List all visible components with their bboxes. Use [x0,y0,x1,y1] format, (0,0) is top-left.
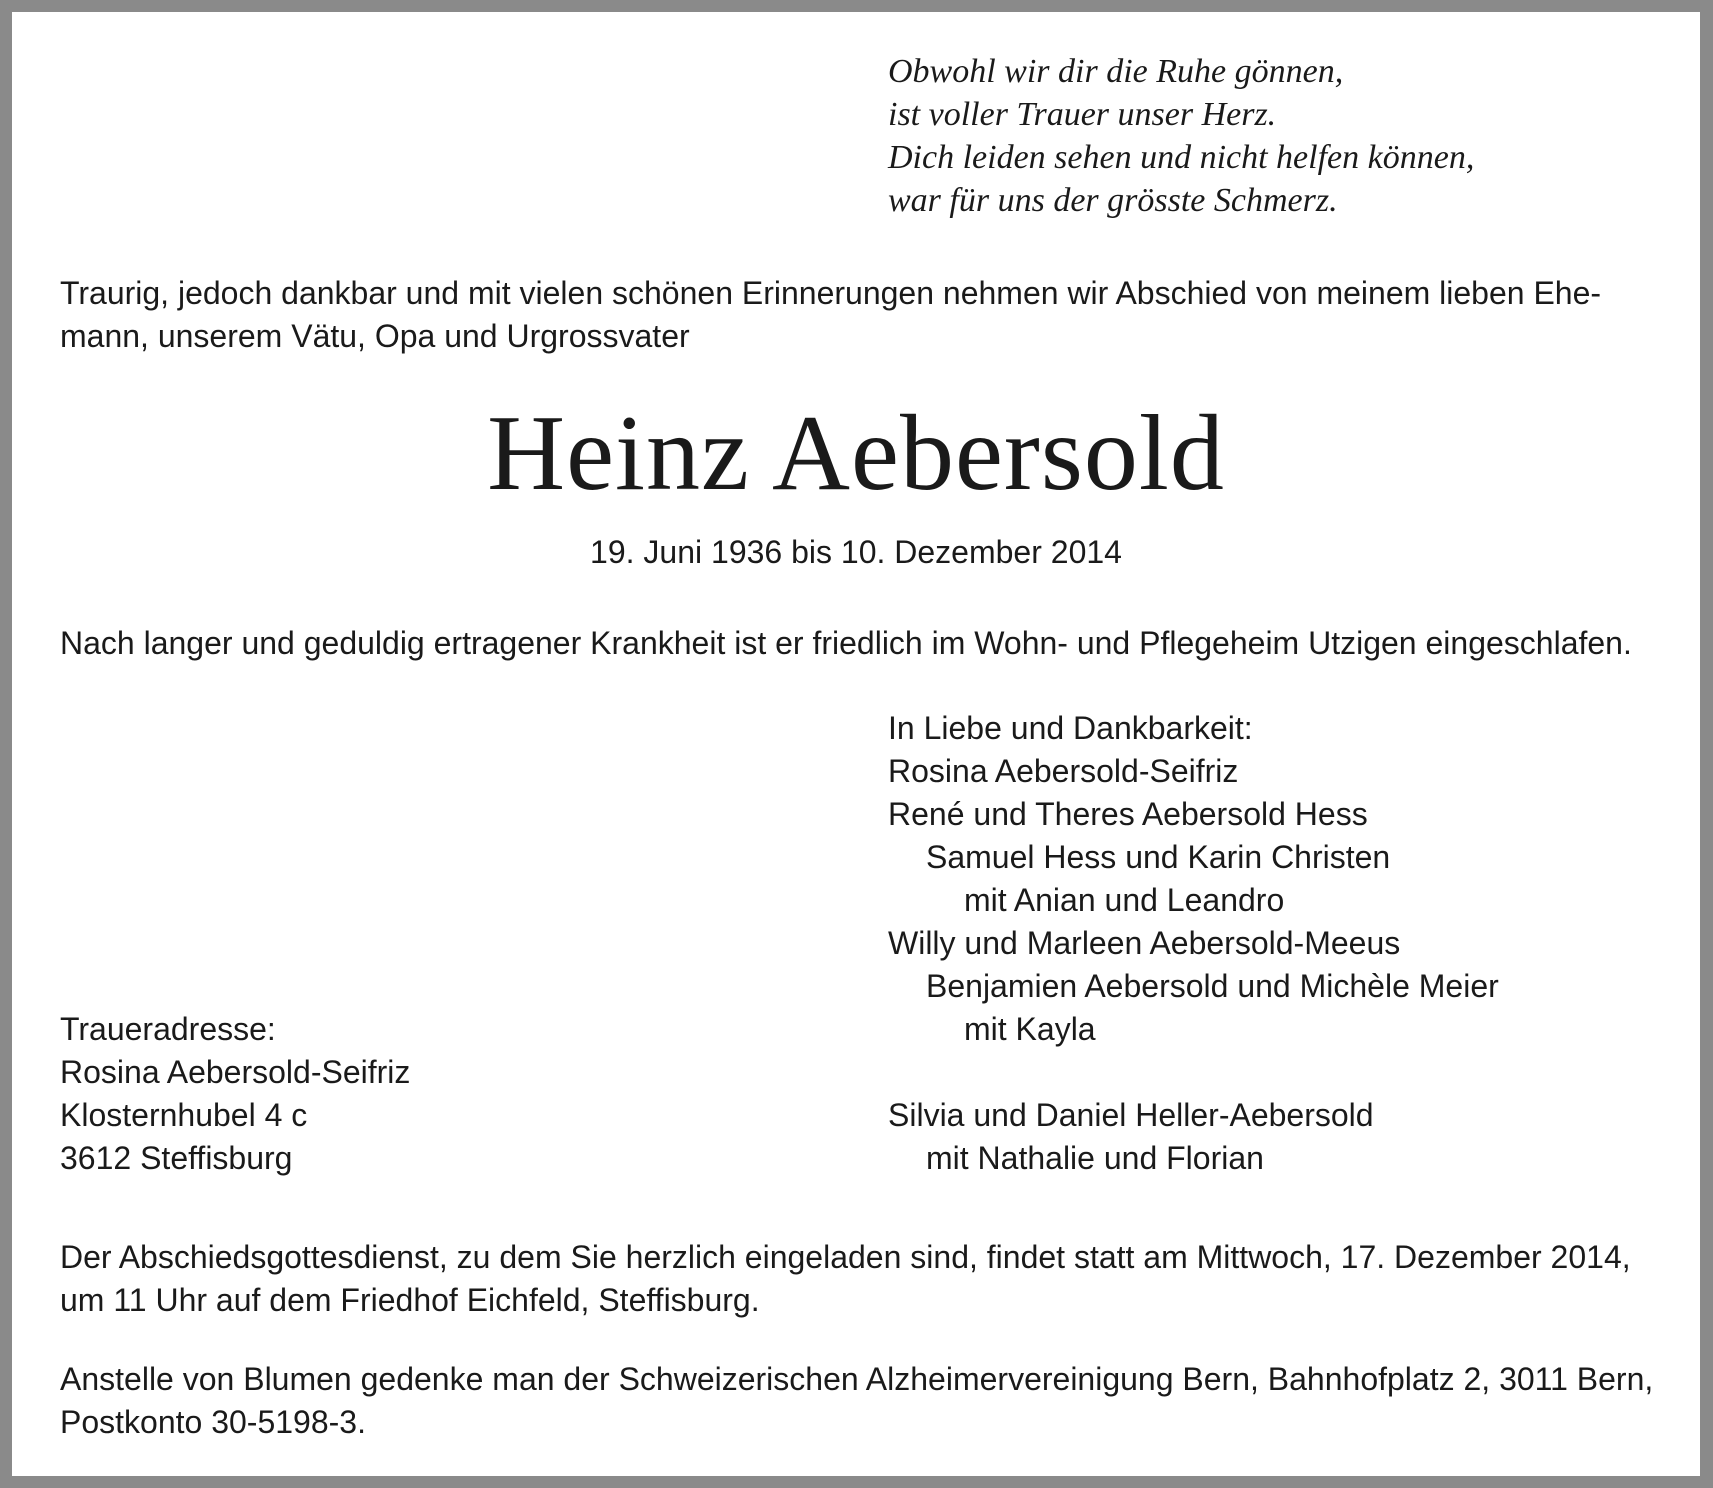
obituary-notice [12,12,1700,1476]
spacer [888,1051,1499,1094]
mourner-entry: Benjamien Aebersold und Michèle Meier [926,968,1499,1004]
mourner-entry: René und Theres Aebersold Hess [888,796,1368,832]
address-street: Klosternhubel 4 c [60,1097,308,1133]
service-info [60,1236,1631,1322]
intro-paragraph [60,272,1601,358]
mourner-entry: Rosina Aebersold-Seifriz [888,753,1239,789]
service-line: um 11 Uhr auf dem Friedhof Eichfeld, Steffisburg. [60,1282,760,1318]
poem-line: war für uns der grösste Schmerz. [888,182,1338,219]
passing-text: Nach langer und geduldig ertragener Krankheit ist er friedlich im Wohn- und Pflegeheim Utzigen eingeschlafen. [60,625,1632,661]
address-label: Traueradresse: [60,1011,276,1047]
donation-line: Anstelle von Blumen gedenke man der Schweizerischen Alzheimervereinigung Bern, Bahnhofplatz 2, 3011 Bern, [60,1361,1654,1397]
mourner-entry: mit Nathalie und Florian [926,1140,1264,1176]
poem [888,50,1474,222]
intro-line: mann, unserem Vätu, Opa und Urgrossvater [60,318,690,354]
life-dates: 19. Juni 1936 bis 10. Dezember 2014 [590,534,1122,570]
poem-line: Dich leiden sehen und nicht helfen können, [888,139,1475,176]
intro-line: Traurig, jedoch dankbar und mit vielen schönen Erinnerungen nehmen wir Abschied von meinem lieben Ehe- [60,275,1602,311]
passing-statement [60,622,1632,665]
mourning-address [60,1008,410,1180]
mourner-entry: Silvia und Daniel Heller-Aebersold [888,1097,1374,1133]
mourners-list [888,707,1499,1180]
address-name: Rosina Aebersold-Seifriz [60,1054,411,1090]
deceased-name: Heinz Aebersold [487,394,1225,513]
donation-info [60,1358,1653,1444]
address-city: 3612 Steffisburg [60,1140,293,1176]
poem-line: ist voller Trauer unser Herz. [888,96,1277,133]
mourners-heading: In Liebe und Dankbarkeit: [888,710,1253,746]
mourner-entry: Willy und Marleen Aebersold-Meeus [888,925,1401,961]
mourner-entry: Samuel Hess und Karin Christen [926,839,1391,875]
poem-line: Obwohl wir dir die Ruhe gönnen, [888,53,1344,90]
donation-line: Postkonto 30-5198-3. [60,1404,366,1440]
service-line: Der Abschiedsgottesdienst, zu dem Sie herzlich eingeladen sind, findet statt am Mittwoch, 17. Dezember 2014, [60,1239,1631,1275]
mourner-entry: mit Anian und Leandro [964,882,1285,918]
mourner-entry: mit Kayla [964,1011,1096,1047]
